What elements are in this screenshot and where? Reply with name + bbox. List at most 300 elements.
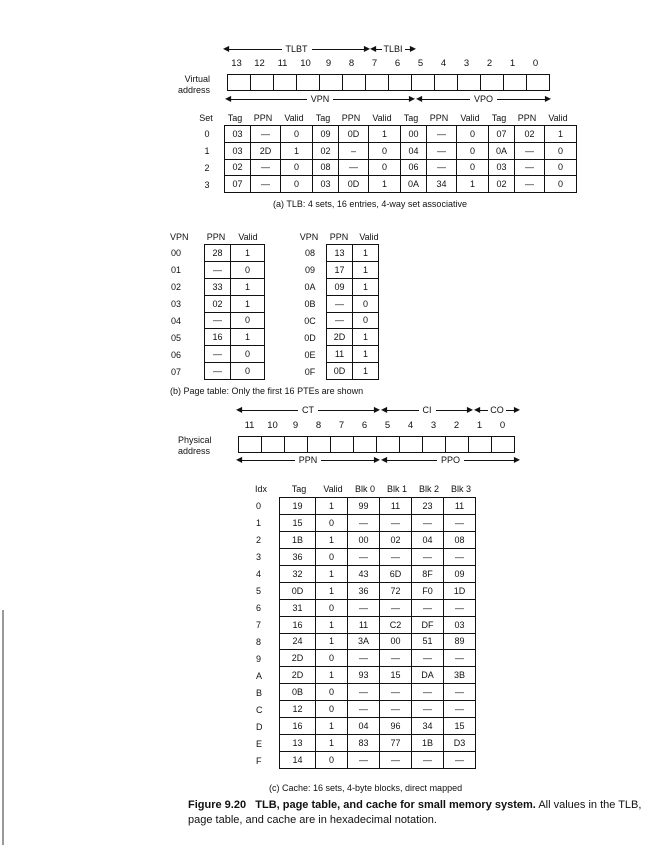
pt-ppn: 2D <box>327 329 353 346</box>
cache-cell: — <box>380 752 412 769</box>
tlb-col-header: Valid <box>284 113 304 123</box>
cache-cell: — <box>412 684 444 701</box>
cache-cell: — <box>444 548 476 565</box>
cache-cell: — <box>412 701 444 718</box>
cache-cell: 04 <box>348 718 380 735</box>
va-bit-cells <box>227 74 550 91</box>
pt-valid: 1 <box>231 295 265 312</box>
tlb-cell: 03 <box>225 142 251 159</box>
pt-vpn: 03 <box>171 298 182 309</box>
pt-valid: 0 <box>231 312 265 329</box>
va-bit: 6 <box>394 58 401 69</box>
tlbi-range: ◀ TLBI ▶ <box>370 44 417 54</box>
va-bit: 8 <box>348 58 355 69</box>
cache-cell: — <box>348 548 380 565</box>
pt-vpn: 08 <box>304 247 315 258</box>
cache-cell: 0D <box>280 582 316 599</box>
cache-row <box>280 667 476 684</box>
tlb-cell: 04 <box>401 142 427 159</box>
tlb-set: 1 <box>204 145 210 156</box>
cache-header <box>255 484 515 494</box>
pt-vpn: 05 <box>171 332 182 343</box>
tlb-cell: — <box>515 142 545 159</box>
tlb-cell: 1 <box>545 126 577 143</box>
ci-label: CI <box>422 405 432 415</box>
tlb-cell: 0 <box>545 176 577 193</box>
tlb-cell: 0A <box>401 176 427 193</box>
cache-cell: 2D <box>280 650 316 667</box>
cache-cell: DA <box>412 667 444 684</box>
va-bit: 10 <box>300 58 311 69</box>
cache-cell: 83 <box>348 735 380 752</box>
tlb-col-header: Valid <box>372 113 392 123</box>
cache-cell: 1 <box>316 565 348 582</box>
cache-cell: 15 <box>380 667 412 684</box>
cache-cell: 0 <box>316 548 348 565</box>
cache-cell: 1 <box>316 531 348 548</box>
pt-vpn: 0C <box>304 315 316 326</box>
tlb-cell: — <box>251 159 281 176</box>
cache-row <box>280 498 476 515</box>
cache-cell: 03 <box>444 616 476 633</box>
cache-cell: 1 <box>316 633 348 650</box>
pt-ppn: — <box>327 295 353 312</box>
tlb-cell: — <box>251 176 281 193</box>
cache-cell: — <box>412 514 444 531</box>
pt-valid: 1 <box>231 245 265 262</box>
pt-ppn: — <box>205 363 231 380</box>
pt-header: PPN <box>329 232 349 242</box>
tlb-col-header: PPN <box>341 113 361 123</box>
tlb-cell: — <box>427 126 457 143</box>
tlb-cell: 02 <box>225 159 251 176</box>
cache-cell: 1 <box>316 718 348 735</box>
cache-row <box>280 718 476 735</box>
cache-cell: — <box>444 514 476 531</box>
pa-bit-numbers <box>238 420 514 431</box>
tlb-col-header: PPN <box>253 113 273 123</box>
pt-ppn: 33 <box>205 278 231 295</box>
cache-cell: 0 <box>316 684 348 701</box>
page-table-caption: (b) Page table: Only the first 16 PTEs are shown <box>170 386 364 396</box>
cache-cell: 16 <box>280 616 316 633</box>
tlbt-label: TLBT <box>285 44 308 54</box>
cache-cell: — <box>348 599 380 616</box>
pt-ppn: 0D <box>327 363 353 380</box>
va-bit-numbers <box>225 58 547 69</box>
tlb-cell: 0 <box>545 159 577 176</box>
cache-cell: — <box>348 650 380 667</box>
cache-cell: 15 <box>280 514 316 531</box>
cache-row <box>280 735 476 752</box>
pt-header: VPN <box>170 232 189 242</box>
cache-col-header: Tag <box>291 484 307 494</box>
vpn-range: ◀ VPN ▶ <box>225 94 416 104</box>
virtual-address-label: Virtual address <box>177 74 210 95</box>
tlb-cell: 0 <box>545 142 577 159</box>
cache-index-col <box>255 497 273 769</box>
tlb-col-header: Tag <box>315 113 331 123</box>
pt-ppn: 28 <box>205 245 231 262</box>
pa-bit-cells <box>238 436 515 453</box>
pa-bit: 6 <box>361 420 368 431</box>
cache-cell: 0 <box>316 701 348 718</box>
pa-bit: 2 <box>453 420 460 431</box>
cache-cell: 0 <box>316 599 348 616</box>
tlb-set: 2 <box>204 162 210 173</box>
cache-col-header: Idx <box>255 484 268 494</box>
pt-valid: 1 <box>353 329 379 346</box>
pt-valid: 0 <box>231 261 265 278</box>
cache-cell: — <box>444 599 476 616</box>
cache-idx: C <box>256 704 263 715</box>
cache-idx: B <box>256 687 263 698</box>
cache-cell: 24 <box>280 633 316 650</box>
pt-vpn: 02 <box>171 281 182 292</box>
cache-cell: 11 <box>380 498 412 515</box>
pt-ppn: 17 <box>327 261 353 278</box>
pt-vpn: 0E <box>304 349 316 360</box>
cache-table <box>279 497 476 769</box>
page-table-grid-right <box>326 244 379 380</box>
pt-ppn: 11 <box>327 346 353 363</box>
tlb-cell: 02 <box>489 176 515 193</box>
cache-cell: 0 <box>316 650 348 667</box>
cache-cell: 1B <box>412 735 444 752</box>
cache-cell: 11 <box>348 616 380 633</box>
cache-idx: 5 <box>256 585 262 596</box>
cache-section <box>255 484 515 793</box>
cache-idx: 2 <box>256 534 262 545</box>
page-table-right <box>294 232 410 380</box>
cache-cell: 36 <box>280 548 316 565</box>
tlb-col-header: PPN <box>429 113 449 123</box>
ppo-label: PPO <box>441 455 461 465</box>
cache-cell: — <box>444 684 476 701</box>
cache-cell: 04 <box>412 531 444 548</box>
ppn-range: ◀ PPN ▶ <box>236 455 381 465</box>
cache-idx: 9 <box>256 653 262 664</box>
cache-cell: — <box>444 650 476 667</box>
tlb-cell: — <box>427 142 457 159</box>
ppn-label: PPN <box>298 455 318 465</box>
pt-vpn: 0D <box>304 332 316 343</box>
cache-caption: (c) Cache: 16 sets, 4-byte blocks, direct mapped <box>269 783 463 793</box>
cache-cell: 1D <box>444 582 476 599</box>
tlb-table <box>224 125 577 193</box>
cache-row <box>280 582 476 599</box>
va-bit: 13 <box>231 58 242 69</box>
tlb-cell: 02 <box>313 142 339 159</box>
cache-cell: — <box>412 650 444 667</box>
page-table-grid-left <box>204 244 265 380</box>
pt-valid: 1 <box>353 278 379 295</box>
pa-bit: 8 <box>315 420 322 431</box>
cache-cell: — <box>348 684 380 701</box>
cache-cell: — <box>380 514 412 531</box>
tlb-cell: 1 <box>369 176 401 193</box>
cache-row <box>280 514 476 531</box>
cache-row <box>280 684 476 701</box>
cache-cell: — <box>444 752 476 769</box>
tlb-cell: 1 <box>281 142 313 159</box>
va-bit: 7 <box>371 58 378 69</box>
cache-col-header: Blk 3 <box>450 484 471 494</box>
cache-cell: 43 <box>348 565 380 582</box>
cache-cell: — <box>380 599 412 616</box>
pt-vpn: 07 <box>171 366 182 377</box>
figure-number: Figure 9.20 <box>188 799 247 811</box>
cache-cell: — <box>412 599 444 616</box>
cache-cell: 77 <box>380 735 412 752</box>
cache-cell: 08 <box>444 531 476 548</box>
pt-ppn: — <box>205 312 231 329</box>
pt-valid: 0 <box>353 295 379 312</box>
tlb-cell: 0A <box>489 142 515 159</box>
cache-cell: — <box>412 548 444 565</box>
virtual-address-diagram <box>170 44 560 108</box>
pa-bit: 10 <box>267 420 278 431</box>
pt-ppn: 13 <box>327 245 353 262</box>
pa-bit: 11 <box>244 420 255 431</box>
tlb-cell: 09 <box>313 126 339 143</box>
tlb-col-header: Tag <box>491 113 507 123</box>
tlb-cell: 2D <box>251 142 281 159</box>
tlb-cell: 03 <box>313 176 339 193</box>
figure-caption <box>188 798 643 828</box>
cache-cell: 96 <box>380 718 412 735</box>
cache-cell: — <box>380 701 412 718</box>
cache-cell: 2D <box>280 667 316 684</box>
cache-row <box>280 531 476 548</box>
pa-bit: 0 <box>499 420 506 431</box>
va-bit: 3 <box>463 58 470 69</box>
pt-header: PPN <box>206 232 226 242</box>
pa-bit: 5 <box>384 420 391 431</box>
cache-cell: D3 <box>444 735 476 752</box>
cache-cell: 89 <box>444 633 476 650</box>
cache-idx: 7 <box>256 619 262 630</box>
cache-cell: 8F <box>412 565 444 582</box>
tlb-cell: 0D <box>339 176 369 193</box>
pt-ppn: 02 <box>205 295 231 312</box>
pt-vpn: 0F <box>304 366 316 377</box>
pa-bit: 9 <box>292 420 299 431</box>
pa-bit: 4 <box>407 420 414 431</box>
pt-ppn: — <box>327 312 353 329</box>
cache-cell: 6D <box>380 565 412 582</box>
pt-valid: 1 <box>353 245 379 262</box>
cache-cell: 31 <box>280 599 316 616</box>
tlb-header <box>190 113 574 123</box>
cache-cell: — <box>380 684 412 701</box>
cache-col-header: Blk 0 <box>354 484 375 494</box>
tlb-cell: 0 <box>457 159 489 176</box>
tlbt-range: ◀ TLBT ▶ <box>223 44 371 54</box>
cache-idx: D <box>256 721 263 732</box>
ct-range: ◀ CT ▶ <box>236 405 380 415</box>
cache-cell: — <box>348 701 380 718</box>
tlb-col-header: Valid <box>548 113 568 123</box>
pt-valid: 1 <box>353 261 379 278</box>
tlb-cell: 03 <box>489 159 515 176</box>
pt-valid: 0 <box>231 346 265 363</box>
va-bit: 4 <box>440 58 447 69</box>
cache-cell: 09 <box>444 565 476 582</box>
cache-idx: E <box>256 738 263 749</box>
tlb-cell: 34 <box>427 176 457 193</box>
pt-vpn: 04 <box>171 315 182 326</box>
co-range: ◀ CO ▶ <box>474 405 520 415</box>
cache-cell: 13 <box>280 735 316 752</box>
cache-cell: — <box>380 548 412 565</box>
tlb-cell: 0 <box>281 126 313 143</box>
tlb-cell: 07 <box>225 176 251 193</box>
ppo-range: ◀ PPO ▶ <box>381 455 521 465</box>
cache-cell: 3B <box>444 667 476 684</box>
pt-vpn: 00 <box>171 247 182 258</box>
tlb-cell: 06 <box>401 159 427 176</box>
cache-cell: 1 <box>316 667 348 684</box>
tlb-cell: 1 <box>457 176 489 193</box>
va-bit: 9 <box>325 58 332 69</box>
cache-cell: 36 <box>348 582 380 599</box>
cache-idx: 3 <box>256 551 262 562</box>
pt-ppn: — <box>205 346 231 363</box>
pt-vpn: 01 <box>171 264 182 275</box>
cache-cell: 1B <box>280 531 316 548</box>
cache-row <box>280 650 476 667</box>
cache-cell: — <box>380 650 412 667</box>
pt-vpn: 06 <box>171 349 182 360</box>
cache-row <box>280 752 476 769</box>
cache-row <box>280 565 476 582</box>
co-label: CO <box>490 405 504 415</box>
cache-cell: — <box>412 752 444 769</box>
vpo-label: VPO <box>474 94 494 104</box>
cache-cell: DF <box>412 616 444 633</box>
cache-row <box>280 548 476 565</box>
cache-cell: 72 <box>380 582 412 599</box>
cache-cell: F0 <box>412 582 444 599</box>
tlb-cell: 03 <box>225 126 251 143</box>
cache-row <box>280 701 476 718</box>
tlb-cell: 02 <box>515 126 545 143</box>
cache-idx: F <box>256 755 262 766</box>
tlb-cell: 07 <box>489 126 515 143</box>
pt-header: Valid <box>238 232 258 242</box>
pt-valid: 1 <box>231 278 265 295</box>
cache-cell: 32 <box>280 565 316 582</box>
cache-col-header: Valid <box>323 484 343 494</box>
tlb-col-header: Tag <box>403 113 419 123</box>
pt-valid: 1 <box>231 329 265 346</box>
tlb-cell: 0D <box>339 126 369 143</box>
binding-edge <box>2 610 4 845</box>
tlb-cell: 0 <box>457 126 489 143</box>
cache-cell: 19 <box>280 498 316 515</box>
cache-cell: C2 <box>380 616 412 633</box>
cache-cell: 15 <box>444 718 476 735</box>
physical-address-label: Physical address <box>178 435 212 456</box>
cache-cell: 93 <box>348 667 380 684</box>
pt-valid: 0 <box>353 312 379 329</box>
ct-label: CT <box>302 405 314 415</box>
cache-cell: 1 <box>316 498 348 515</box>
cache-row <box>280 616 476 633</box>
cache-cell: 16 <box>280 718 316 735</box>
va-bit: 5 <box>417 58 424 69</box>
tlb-set: 0 <box>204 128 210 139</box>
tlbi-label: TLBI <box>383 44 403 54</box>
pt-valid: 0 <box>231 363 265 380</box>
tlb-cell: – <box>339 142 369 159</box>
pt-ppn: 16 <box>205 329 231 346</box>
tlb-set: 3 <box>204 179 210 190</box>
pt-ppn: — <box>205 261 231 278</box>
cache-cell: 00 <box>348 531 380 548</box>
pa-bit: 3 <box>430 420 437 431</box>
tlb-cell: 0 <box>281 159 313 176</box>
pa-bit: 7 <box>338 420 345 431</box>
tlb-col-header: PPN <box>517 113 537 123</box>
cache-row <box>280 599 476 616</box>
vpn-label: VPN <box>310 94 330 104</box>
tlb-cell: — <box>339 159 369 176</box>
tlb-set-index <box>190 125 224 193</box>
physical-address-diagram <box>178 405 523 469</box>
tlb-row <box>225 126 577 143</box>
cache-idx: 6 <box>256 602 262 613</box>
tlb-cell: — <box>251 126 281 143</box>
pt-vpn: 0A <box>304 281 316 292</box>
cache-idx: A <box>256 670 263 681</box>
pt-ppn: 09 <box>327 278 353 295</box>
cache-cell: 51 <box>412 633 444 650</box>
figure-title: TLB, page table, and cache for small memory system. <box>255 799 536 811</box>
pt-vpn: 0B <box>304 298 316 309</box>
va-bit: 1 <box>509 58 516 69</box>
cache-idx: 4 <box>256 568 262 579</box>
tlb-cell: — <box>515 176 545 193</box>
cache-cell: — <box>444 701 476 718</box>
va-bit: 12 <box>254 58 265 69</box>
tlb-row <box>225 142 577 159</box>
vpo-range: ◀ VPO ▶ <box>416 94 552 104</box>
tlb-cell: 08 <box>313 159 339 176</box>
cache-col-header: Blk 2 <box>418 484 439 494</box>
tlb-cell: 0 <box>281 176 313 193</box>
cache-cell: 11 <box>444 498 476 515</box>
cache-cell: 34 <box>412 718 444 735</box>
pa-bit: 1 <box>476 420 483 431</box>
tlb-cell: 0 <box>369 159 401 176</box>
cache-cell: 1 <box>316 582 348 599</box>
cache-cell: 14 <box>280 752 316 769</box>
tlb-cell: — <box>427 159 457 176</box>
tlb-cell: — <box>515 159 545 176</box>
cache-cell: 0 <box>316 514 348 531</box>
figure-body: All values in the TLB, page table, and cache are in hexadecimal notation. <box>188 799 642 826</box>
tlb-row <box>225 159 577 176</box>
tlb-row <box>225 176 577 193</box>
cache-cell: 1 <box>316 616 348 633</box>
pt-header: Valid <box>359 232 379 242</box>
tlb-col-header: Valid <box>460 113 480 123</box>
cache-idx: 1 <box>256 517 262 528</box>
cache-idx: 0 <box>256 500 262 511</box>
cache-cell: — <box>348 514 380 531</box>
